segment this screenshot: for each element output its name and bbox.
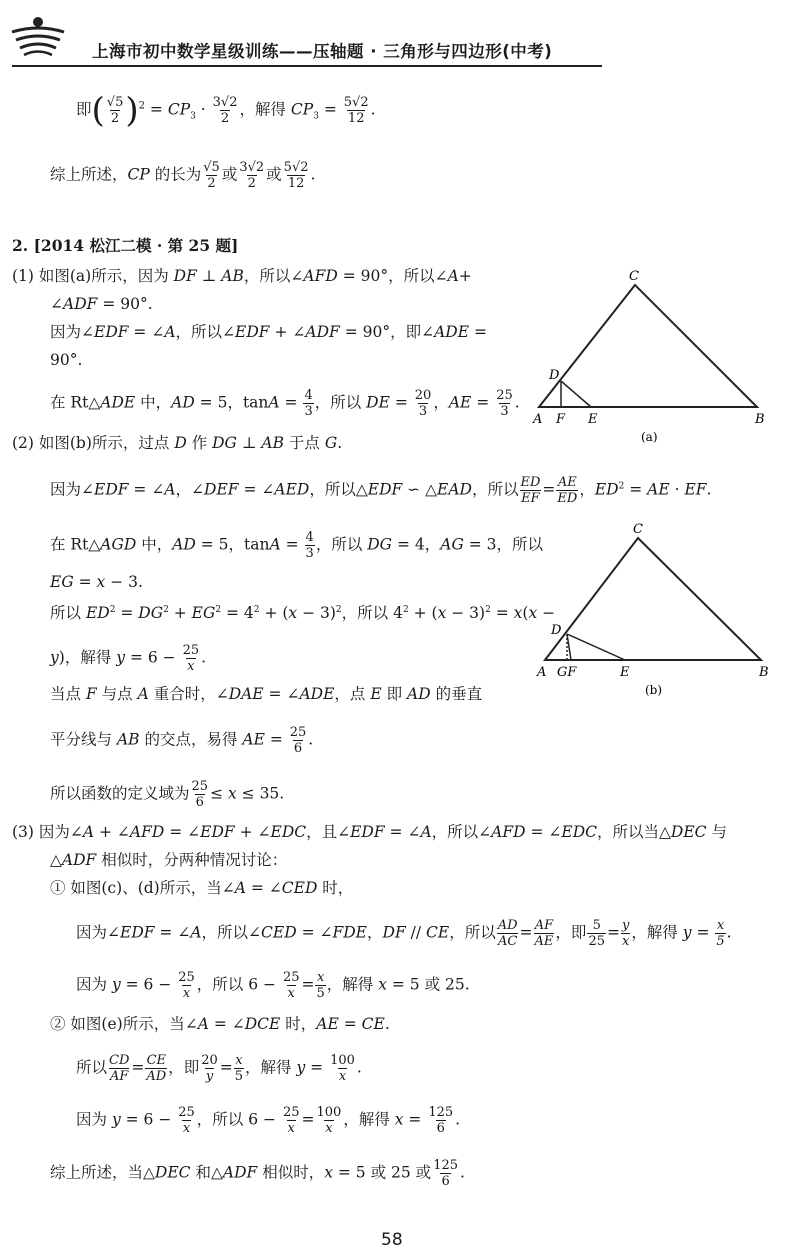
fig-b-label-b: B (759, 665, 769, 680)
fig-b-label-gf: GF (557, 665, 577, 680)
header-logo-icon (8, 14, 68, 60)
line-cp3-equation: 即( $\frac{√5}{2}$ )$^2 = CP_3$ · $\frac{3√2}{2}$ ，解得 $CP_3$ = $\frac{5√2}{12}$ . (76, 90, 376, 131)
part2-line-c: 在 Rt△AGD 中，AD = 5，tanA = $\frac{4}{3}$ ，所以 DG = 4，AG = 3，所以 (50, 530, 544, 561)
fig-b-label-c: C (633, 522, 643, 537)
part2-line-h: 平分线与 AB 的交点，易得 AE = $\frac{25}{6}$ . (50, 725, 314, 756)
part2-line-g: 当点 F 与点 A 重合时，∠DAE = ∠ADE，点 E 即 AD 的垂直 (50, 685, 483, 703)
case2-line-c: 因为 y = 6 − $\frac{25}{x}$ ，所以 6 − $\frac{25}{x}$ = $\frac{100}{x}$ ，解得 x = $\frac{125}{6}$ . (76, 1105, 461, 1136)
case1-line-a: ① 如图(c)、(d)所示，当∠A = ∠CED 时， (50, 879, 354, 897)
part2-line-e: 所以 $ED^2 = DG^2 + EG^2 = 4^2 + (x - 3)^2$，所以 $4^2 + (x - 3)^2 = x(x$ − (50, 604, 556, 623)
part3-line-a: (3) 因为∠A + ∠AFD = ∠EDF + ∠EDC，且∠EDF = ∠A，所以∠AFD = ∠EDC，所以当△DEC 与 (12, 823, 727, 841)
header-title: 上海市初中数学星级训练——压轴题 · 三角形与四边形(中考) (92, 42, 553, 61)
part2-line-a: (2) 如图(b)所示，过点 D 作 DG ⊥ AB 于点 G. (12, 434, 343, 452)
fig-b-label-d: D (551, 623, 562, 638)
figure-b (525, 518, 775, 707)
part2-line-f: y)，解得 y = 6 − $\frac{25}{x}$ . (50, 643, 207, 674)
fig-a-caption: (a) (641, 430, 658, 444)
part3-line-b: △ADF 相似时，分两种情况讨论： (50, 851, 288, 869)
part1-line-b: ∠ADF = 90°. (50, 295, 153, 313)
case1-line-b: 因为∠EDF = ∠A，所以∠CED = ∠FDE，DF // CE，所以 $\frac{AD}{AC}$ = $\frac{AF}{AE}$ ，即 $\frac{5}{25}$ = $\frac{y}{x}$ ，解得 y = $\frac{x}{5}$ . (76, 918, 732, 949)
part2-line-d: EG = x − 3. (50, 573, 143, 591)
fig-b-label-a: A (537, 665, 547, 680)
line-cp-summary: 综上所述，CP 的长为 $\frac{√5}{2}$ 或 $\frac{3√2}{2}$ 或 $\frac{5√2}{12}$ . (50, 160, 316, 191)
part2-line-i: 所以函数的定义域为 $\frac{25}{6}$ ≤ x ≤ 35. (50, 779, 285, 810)
fig-a-label-e: E (588, 412, 598, 427)
fig-a-label-d: D (549, 368, 560, 383)
part1-line-d: 90°. (50, 351, 83, 369)
part1-line-e: 在 Rt△ADE 中，AD = 5，tanA = $\frac{4}{3}$ ，所以 DE = $\frac{20}{3}$ ，AE = $\frac{25}{3}$ . (50, 388, 520, 419)
case2-line-a: ② 如图(e)所示，当∠A = ∠DCE 时，AE = CE. (50, 1015, 390, 1033)
fig-a-label-b: B (755, 412, 765, 427)
fig-b-caption: (b) (645, 683, 663, 697)
part2-line-b: 因为∠EDF = ∠A，∠DEF = ∠AED，所以△EDF ∽ △EAD，所以 $\frac{ED}{EF}$ = $\frac{AE}{ED}$ ，$ED^2$ = AE · EF. (50, 475, 712, 506)
part1-line-c: 因为∠EDF = ∠A，所以∠EDF + ∠ADF = 90°，即∠ADE = (50, 323, 487, 341)
page-number: 58 (381, 1230, 403, 1250)
figure-a (525, 265, 775, 454)
fig-b-label-e: E (620, 665, 630, 680)
case2-line-b: 所以 $\frac{CD}{AF}$ = $\frac{CE}{AD}$ ，即 $\frac{20}{y}$ = $\frac{x}{5}$ ，解得 y = $\frac{100}{x}$ . (76, 1053, 362, 1084)
fig-a-label-a: A (533, 412, 543, 427)
conclusion-line: 综上所述，当△DEC 和△ADF 相似时，x = 5 或 25 或 $\frac{125}{6}$ . (50, 1158, 465, 1189)
fig-a-label-f: F (556, 412, 566, 427)
fig-a-label-c: C (629, 269, 639, 284)
header-rule (12, 65, 602, 67)
problem-heading: 2. [2014 松江二模 · 第 25 题] (12, 236, 239, 255)
case1-line-c: 因为 y = 6 − $\frac{25}{x}$ ，所以 6 − $\frac{25}{x}$ = $\frac{x}{5}$ ，解得 x = 5 或 25. (76, 970, 470, 1001)
part1-line-a: (1) 如图(a)所示，因为 DF ⊥ AB，所以∠AFD = 90°，所以∠A+ (12, 267, 472, 285)
